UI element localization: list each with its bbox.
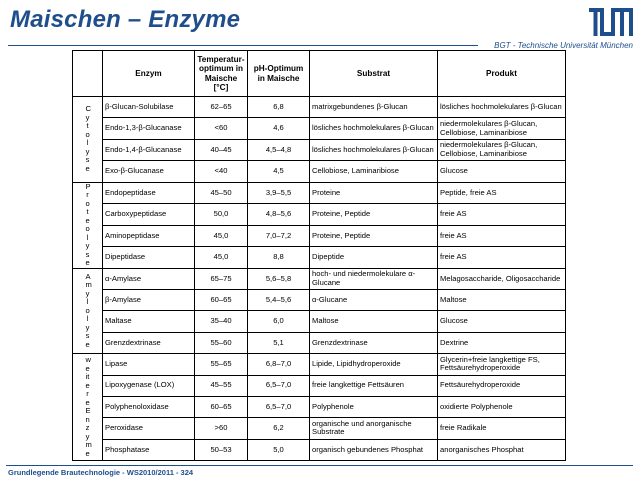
- cell-ph: 6,0: [248, 311, 310, 332]
- cell-ph: 6,8–7,0: [248, 354, 310, 375]
- cell-enzyme: Endo-1,4-β-Glucanase: [103, 139, 195, 160]
- cell-enzyme: β-Amylase: [103, 289, 195, 310]
- cell-temperature: 45–55: [195, 375, 248, 396]
- cell-ph: 6,8: [248, 97, 310, 118]
- group-label: [73, 268, 103, 354]
- cell-enzyme: Polyphenoloxidase: [103, 396, 195, 417]
- cell-enzyme: Endo-1,3-β-Glucanase: [103, 118, 195, 139]
- cell-ph: 4,6: [248, 118, 310, 139]
- table-row: [73, 289, 566, 310]
- cell-ph: 3,9–5,5: [248, 182, 310, 204]
- cell-temperature: 50–53: [195, 439, 248, 460]
- cell-enzyme: Phosphatase: [103, 439, 195, 460]
- cell-substrate: Grenzdextrinase: [310, 332, 438, 353]
- cell-temperature: 40–45: [195, 139, 248, 160]
- cell-ph: 5,1: [248, 332, 310, 353]
- cell-product: freie AS: [438, 247, 566, 269]
- cell-temperature: 62–65: [195, 97, 248, 118]
- cell-temperature: >60: [195, 418, 248, 439]
- cell-enzyme: Endopeptidase: [103, 182, 195, 204]
- table-row: [73, 97, 566, 118]
- cell-substrate: hoch- und niedermolekulare α-Glucane: [310, 268, 438, 289]
- cell-product: freie AS: [438, 225, 566, 247]
- cell-temperature: 45,0: [195, 225, 248, 247]
- cell-ph: 5,4–5,6: [248, 289, 310, 310]
- cell-product: Melagosaccharide, Oligosaccharide: [438, 268, 566, 289]
- cell-substrate: freie langkettige Fettsäuren: [310, 375, 438, 396]
- cell-temperature: <60: [195, 118, 248, 139]
- cell-enzyme: β-Glucan-Solubilase: [103, 97, 195, 118]
- table-row: [73, 396, 566, 417]
- cell-substrate: Proteine: [310, 182, 438, 204]
- cell-substrate: Proteine, Peptide: [310, 204, 438, 226]
- cell-enzyme: Exo-β-Glucanase: [103, 161, 195, 182]
- cell-product: freie Radikale: [438, 418, 566, 439]
- group-label-text: weitereEnzyme: [85, 355, 92, 458]
- table-row: [73, 118, 566, 139]
- cell-product: Maltose: [438, 289, 566, 310]
- cell-enzyme: α-Amylase: [103, 268, 195, 289]
- cell-ph: 6,5–7,0: [248, 375, 310, 396]
- cell-product: Glucose: [438, 161, 566, 182]
- cell-enzyme: Lipoxygenase (LOX): [103, 375, 195, 396]
- cell-product: Fettsäurehydroperoxide: [438, 375, 566, 396]
- cell-product: freie AS: [438, 204, 566, 226]
- cell-temperature: 60–65: [195, 289, 248, 310]
- cell-enzyme: Lipase: [103, 354, 195, 375]
- cell-substrate: Cellobiose, Laminaribiose: [310, 161, 438, 182]
- cell-ph: 6,5–7,0: [248, 396, 310, 417]
- table-header-row: [73, 51, 566, 97]
- table-row: [73, 268, 566, 289]
- cell-ph: 8,8: [248, 247, 310, 269]
- table-row: [73, 311, 566, 332]
- group-label: [73, 97, 103, 183]
- cell-enzyme: Dipeptidase: [103, 247, 195, 269]
- cell-ph: 5,6–5,8: [248, 268, 310, 289]
- cell-temperature: 50,0: [195, 204, 248, 226]
- cell-product: Dextrine: [438, 332, 566, 353]
- cell-substrate: Maltose: [310, 311, 438, 332]
- cell-substrate: Polyphenole: [310, 396, 438, 417]
- column-header-temperature: Temperatur-optimum in Maische [°C]: [195, 51, 248, 97]
- cell-enzyme: Carboxypeptidase: [103, 204, 195, 226]
- cell-substrate: organische und anorganische Substrate: [310, 418, 438, 439]
- cell-temperature: 55–65: [195, 354, 248, 375]
- cell-substrate: organisch gebundenes Phosphat: [310, 439, 438, 460]
- cell-substrate: matrixgebundenes β-Glucan: [310, 97, 438, 118]
- cell-product: lösliches hochmolekulares β-Glucan: [438, 97, 566, 118]
- column-header-enzyme: Enzym: [103, 51, 195, 97]
- table-row: [73, 182, 566, 204]
- cell-product: Peptide, freie AS: [438, 182, 566, 204]
- table-row: [73, 354, 566, 375]
- enzyme-table: [72, 50, 566, 461]
- table-row: [73, 247, 566, 269]
- cell-product: Glycerin+freie langkettige FS, Fettsäurehydroperoxide: [438, 354, 566, 375]
- cell-temperature: <40: [195, 161, 248, 182]
- cell-product: Glucose: [438, 311, 566, 332]
- slide-title: Maischen – Enzyme: [10, 6, 241, 33]
- group-label-text: Cytolyse: [85, 104, 91, 173]
- table-row: [73, 332, 566, 353]
- header-divider: [8, 45, 478, 46]
- cell-ph: 4,5–4,8: [248, 139, 310, 160]
- cell-substrate: α-Glucane: [310, 289, 438, 310]
- cell-temperature: 45,0: [195, 247, 248, 269]
- group-label: [73, 182, 103, 268]
- cell-product: anorganisches Phosphat: [438, 439, 566, 460]
- group-label-text: Amylolyse: [85, 271, 92, 349]
- cell-ph: 6,2: [248, 418, 310, 439]
- cell-product: niedermolekulares β-Glucan, Cellobiose, Laminaribiose: [438, 118, 566, 139]
- group-label-text: Proteolyse: [85, 182, 91, 268]
- cell-ph: 4,5: [248, 161, 310, 182]
- table-body: [73, 97, 566, 461]
- cell-temperature: 60–65: [195, 396, 248, 417]
- tum-logo-icon: [589, 8, 633, 36]
- column-header-ph: pH-Optimum in Maische: [248, 51, 310, 97]
- column-header-group: [73, 51, 103, 97]
- footer-divider: [6, 465, 633, 466]
- cell-ph: 7,0–7,2: [248, 225, 310, 247]
- cell-product: niedermolekulares β-Glucan, Cellobiose, Laminaribiose: [438, 139, 566, 160]
- footer-text: Grundlegende Brautechnologie - WS2010/2011 - 324: [8, 468, 194, 477]
- cell-enzyme: Peroxidase: [103, 418, 195, 439]
- cell-temperature: 35–40: [195, 311, 248, 332]
- institution-name: BGT - Technische Universität München: [494, 41, 633, 50]
- cell-ph: 5,0: [248, 439, 310, 460]
- table-row: [73, 439, 566, 460]
- table-row: [73, 375, 566, 396]
- table-row: [73, 139, 566, 160]
- column-header-product: Produkt: [438, 51, 566, 97]
- column-header-substrate: Substrat: [310, 51, 438, 97]
- table-row: [73, 418, 566, 439]
- cell-enzyme: Maltase: [103, 311, 195, 332]
- cell-substrate: lösliches hochmolekulares β-Glucan: [310, 118, 438, 139]
- table-row: [73, 225, 566, 247]
- cell-ph: 4,8–5,6: [248, 204, 310, 226]
- cell-substrate: Proteine, Peptide: [310, 225, 438, 247]
- cell-temperature: 55–60: [195, 332, 248, 353]
- table-row: [73, 204, 566, 226]
- cell-enzyme: Grenzdextrinase: [103, 332, 195, 353]
- cell-substrate: Dipeptide: [310, 247, 438, 269]
- cell-enzyme: Aminopeptidase: [103, 225, 195, 247]
- group-label: [73, 354, 103, 461]
- cell-product: oxidierte Polyphenole: [438, 396, 566, 417]
- cell-temperature: 45–50: [195, 182, 248, 204]
- cell-substrate: lösliches hochmolekulares β-Glucan: [310, 139, 438, 160]
- table-row: [73, 161, 566, 182]
- cell-temperature: 65–75: [195, 268, 248, 289]
- cell-substrate: Lipide, Lipidhydroperoxide: [310, 354, 438, 375]
